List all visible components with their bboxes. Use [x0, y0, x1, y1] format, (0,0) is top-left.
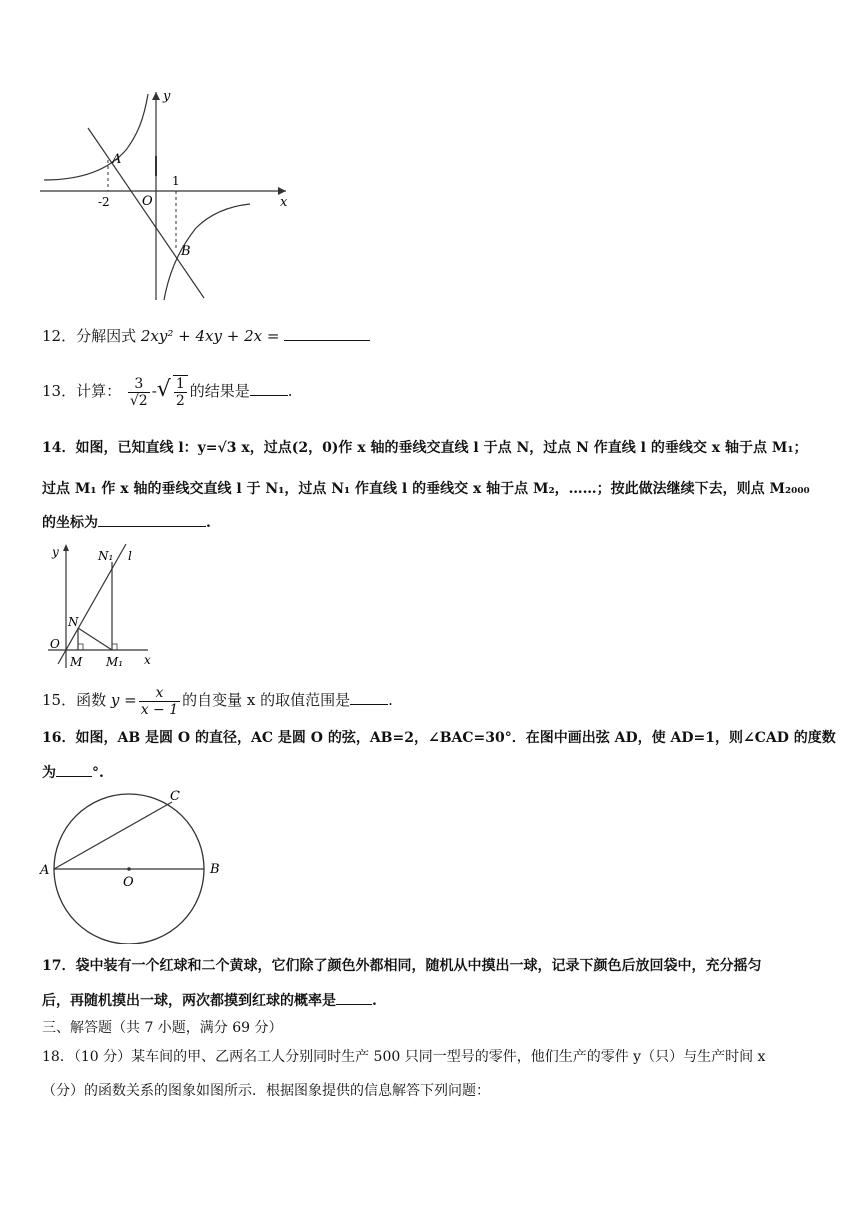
fig14-l-label: l — [128, 549, 132, 563]
q15-fraction — [139, 685, 180, 718]
fig16-b-label: B — [210, 862, 220, 877]
q13-text-after: 的结果是 — [189, 382, 250, 400]
q13-sqrt-num: 1 — [175, 376, 185, 392]
fig14-o-label: O — [50, 637, 60, 651]
q15-text: 函数 — [76, 691, 107, 709]
q13-frac-den: √2 — [129, 392, 148, 409]
q16-line2-text: 为 — [42, 765, 56, 781]
question-18-line2 — [42, 1081, 490, 1101]
fig14-m1-label: M₁ — [106, 655, 124, 669]
q13-answer-blank[interactable] — [250, 381, 288, 396]
q14-line3-text: 的坐标为 — [42, 515, 98, 531]
q15-func-lhs: y = — [110, 691, 137, 709]
q16-number: 16． — [42, 730, 76, 746]
fig14-right-angle-m1 — [112, 644, 117, 650]
q13-number: 13． — [42, 382, 77, 400]
center-point — [127, 867, 131, 871]
fig11-y-label: y — [163, 89, 171, 104]
q14-end: . — [206, 515, 211, 531]
q13-sqrt-fraction — [173, 375, 188, 409]
q15-answer-blank[interactable] — [350, 690, 388, 705]
fig14-y-arrow — [63, 544, 69, 551]
q12-expression: 2xy² + 4xy + 2x = — [140, 327, 280, 345]
q13-minus: - — [151, 382, 157, 400]
fig11-x-label: x — [280, 195, 288, 210]
fig16-a-label: A — [40, 863, 50, 878]
q12-answer-blank[interactable] — [284, 326, 370, 341]
fig11-tick-neg2: -2 — [98, 195, 110, 209]
q14-number: 14． — [42, 440, 76, 456]
q12-text: 分解因式 — [76, 327, 137, 345]
q17-number: 17． — [42, 958, 76, 974]
line-ab — [88, 128, 204, 298]
fig16-c-label: C — [170, 789, 180, 804]
q13-end: . — [287, 382, 293, 400]
question-17-line1 — [42, 956, 761, 976]
q12-number: 12． — [42, 327, 77, 345]
hyperbola-line-figure — [36, 88, 296, 303]
chord-ac — [54, 802, 172, 869]
q18-number: 18． — [42, 1049, 74, 1065]
q15-frac-den: x − 1 — [140, 701, 179, 718]
fig11-origin-label: O — [142, 194, 153, 209]
question-14-line1 — [42, 438, 807, 458]
circle-figure — [36, 784, 236, 944]
fig14-n1-label: N₁ — [98, 549, 114, 563]
question-14-line3 — [42, 512, 211, 533]
fig11-b-label: B — [181, 244, 191, 259]
fig14-m-label: M — [70, 655, 83, 669]
q14-line1-text: 如图，已知直线 l：y=√3 x，过点(2，0)作 x 轴的垂线交直线 l 于点 N，过点 N 作直线 l 的垂线交 x 轴于点 M₁； — [75, 440, 808, 456]
y-axis-arrow — [152, 92, 160, 100]
question-15 — [42, 682, 393, 718]
q17-line2-text: 后，再随机摸出一球，两次都摸到红球的概率是 — [42, 993, 336, 1009]
q15-number: 15． — [42, 691, 77, 709]
q16-answer-blank[interactable] — [56, 762, 92, 777]
question-16-line2 — [42, 762, 104, 783]
q15-text-after: 的自变量 x 的取值范围是 — [182, 691, 351, 709]
fig14-y-label: y — [52, 545, 59, 559]
line-perpendicular-figure — [44, 540, 164, 670]
fig16-o-label: O — [123, 875, 134, 890]
q16-line2-end: °. — [92, 765, 104, 781]
q17-line1-text: 袋中装有一个红球和二个黄球，它们除了颜色外都相同，随机从中摸出一球，记录下颜色后放回袋中，充分摇匀 — [75, 958, 762, 974]
question-13 — [42, 372, 293, 409]
q14-line2-text: 过点 M₁ 作 x 轴的垂线交直线 l 于 N₁，过点 N₁ 作直线 l 的垂线交 x 轴于点 M₂，……；按此做法继续下去，则点 M₂₀₀₀ — [42, 481, 810, 497]
hyperbola-branch-upper — [44, 94, 148, 180]
q16-line1-text: 如图，AB 是圆 O 的直径，AC 是圆 O 的弦，AB=2，∠BAC=30°．在图中画出弦 AD，使 AD=1，则∠CAD 的度数 — [75, 730, 836, 746]
q13-sqrt-sign: √ — [156, 377, 171, 402]
x-axis-arrow — [278, 187, 286, 195]
section-3-title: 三、解答题（共 7 小题，满分 69 分） — [42, 1020, 283, 1036]
q14-answer-blank[interactable] — [98, 512, 206, 527]
q17-answer-blank[interactable] — [336, 990, 372, 1005]
fig14-right-angle-m — [78, 644, 83, 650]
q17-end: . — [372, 993, 377, 1009]
fig14-n-label: N — [68, 615, 79, 629]
fig11-a-label: A — [112, 152, 122, 167]
hyperbola-branch-lower — [164, 204, 250, 300]
q13-fraction — [128, 376, 150, 409]
q15-end: . — [388, 691, 393, 709]
q18-line2-text: （分）的函数关系的图象如图所示．根据图象提供的信息解答下列问题： — [42, 1083, 490, 1099]
fig14-x-label: x — [144, 653, 151, 667]
question-18-line1 — [42, 1047, 765, 1067]
section-3-heading — [42, 1018, 283, 1038]
q13-sqrt-den: 2 — [175, 393, 185, 409]
q13-text: 计算： — [76, 382, 122, 400]
question-17-line2 — [42, 990, 377, 1011]
question-12 — [42, 326, 370, 346]
fig14-line-l — [58, 544, 126, 664]
q15-frac-num: x — [139, 685, 180, 702]
q18-line1-text: （10 分）某车间的甲、乙两名工人分别同时生产 500 只同一型号的零件，他们生产的零件 y（只）与生产时间 x — [73, 1049, 766, 1065]
q13-frac-num: 3 — [128, 376, 150, 393]
question-14-line2 — [42, 479, 810, 499]
question-16-line1 — [42, 728, 836, 748]
fig11-tick-1: 1 — [172, 174, 180, 188]
